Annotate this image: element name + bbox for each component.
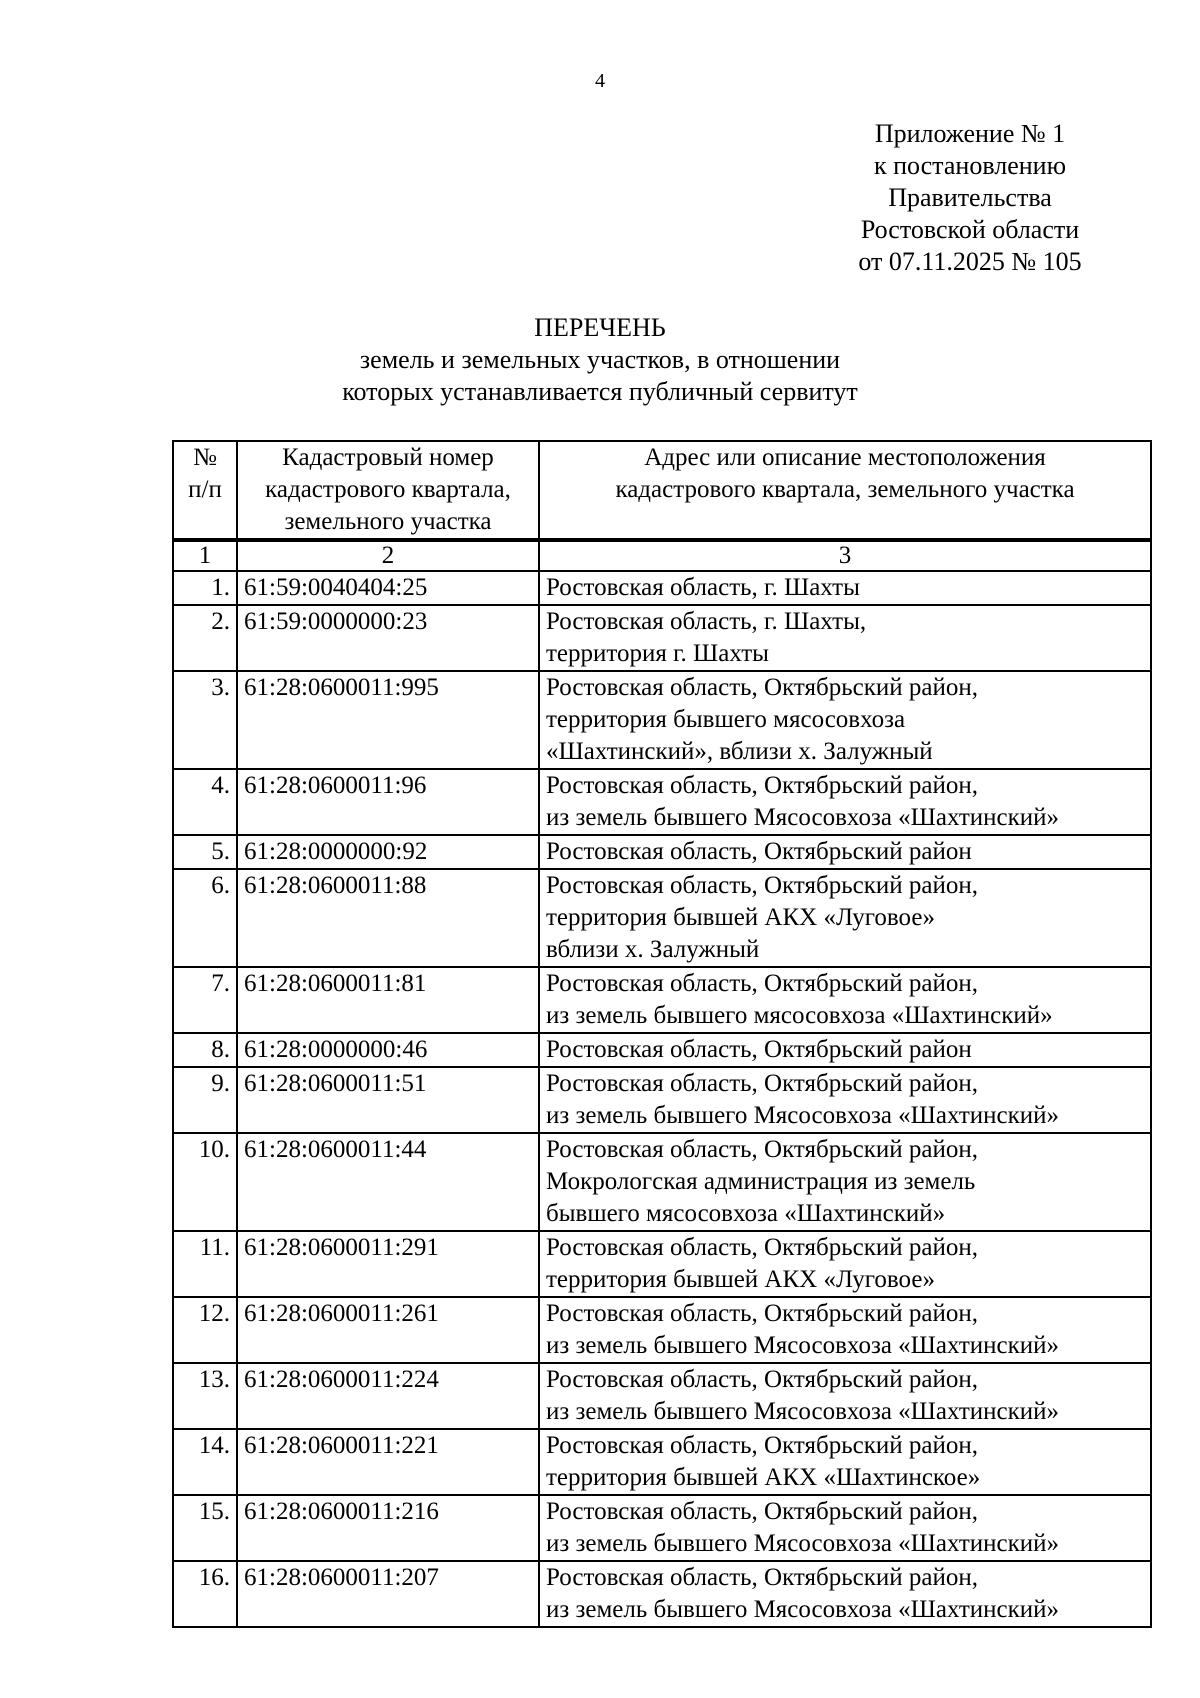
row-number: 1. [173, 571, 237, 605]
cadastral-number: 61:28:0600011:221 [237, 1429, 539, 1495]
header-line: кадастрового квартала, земельного участка [615, 476, 1075, 503]
table-row [173, 1363, 1151, 1429]
address-cell [539, 605, 1151, 671]
row-number: 12. [173, 1297, 237, 1363]
table-row [173, 605, 1151, 671]
appendix-line: Правительства [888, 183, 1052, 212]
row-number: 4. [173, 769, 237, 835]
address-cell [539, 1561, 1151, 1627]
cadastral-number: 61:28:0600011:261 [237, 1297, 539, 1363]
address-line: из земель бывшего мясосовхоза «Шахтинский» [546, 1002, 1053, 1029]
address-line: Ростовская область, Октябрьский район, [546, 1070, 978, 1097]
row-number: 14. [173, 1429, 237, 1495]
row-number: 3. [173, 671, 237, 769]
title-subtitle-line: земель и земельных участков, в отношении [359, 345, 841, 374]
table-row [173, 1495, 1151, 1561]
address-line: «Шахтинский», вблизи х. Залужный [546, 738, 933, 765]
address-line: Мокрологская администрация из земель [546, 1168, 976, 1195]
address-line: Ростовская область, г. Шахты, [546, 608, 867, 635]
header-cadastral [237, 441, 539, 540]
row-number: 5. [173, 835, 237, 869]
table-row [173, 1033, 1151, 1067]
cadastral-number: 61:28:0000000:46 [237, 1033, 539, 1067]
address-line: Ростовская область, Октябрьский район, [546, 1564, 978, 1591]
address-line: Ростовская область, Октябрьский район, [546, 1300, 978, 1327]
address-cell [539, 869, 1151, 967]
address-line: Ростовская область, Октябрьский район, [546, 1234, 978, 1261]
cadastral-number: 61:28:0600011:216 [237, 1495, 539, 1561]
address-cell [539, 1363, 1151, 1429]
column-numbering-row [173, 540, 1151, 571]
address-cell [539, 967, 1151, 1033]
address-line: территория бывшего мясосовхоза [546, 706, 906, 733]
address-line: из земель бывшего Мясосовхоза «Шахтинский» [546, 804, 1060, 831]
address-line: Ростовская область, Октябрьский район, [546, 1366, 978, 1393]
row-number: 9. [173, 1067, 237, 1133]
header-line: кадастрового квартала, [265, 476, 511, 503]
row-number: 16. [173, 1561, 237, 1627]
cadastral-number: 61:28:0600011:995 [237, 671, 539, 769]
address-line: территория бывшей АКХ «Луговое» [546, 904, 935, 931]
table-row [173, 1133, 1151, 1231]
cadastral-number: 61:28:0600011:224 [237, 1363, 539, 1429]
address-line: Ростовская область, Октябрьский район, [546, 970, 978, 997]
title-heading: ПЕРЕЧЕНЬ [534, 313, 666, 342]
address-line: из земель бывшего Мясосовхоза «Шахтинский» [546, 1332, 1060, 1359]
address-line: Ростовская область, Октябрьский район [546, 1036, 972, 1063]
cadastral-number: 61:28:0600011:44 [237, 1133, 539, 1231]
address-line: территория г. Шахты [546, 640, 769, 667]
cadastral-number: 61:28:0600011:51 [237, 1067, 539, 1133]
table-row [173, 571, 1151, 605]
address-cell [539, 671, 1151, 769]
table-row [173, 1231, 1151, 1297]
page-number: 4 [595, 70, 605, 92]
cadastral-number: 61:28:0000000:92 [237, 835, 539, 869]
table-header-row [173, 441, 1151, 540]
address-line: территория бывшей АКХ «Луговое» [546, 1266, 935, 1293]
address-line: Ростовская область, Октябрьский район, [546, 1498, 978, 1525]
address-line: Ростовская область, Октябрьский район [546, 838, 972, 865]
appendix-block [820, 118, 1120, 278]
address-cell [539, 571, 1151, 605]
table-row [173, 1561, 1151, 1627]
table-row [173, 967, 1151, 1033]
row-number: 15. [173, 1495, 237, 1561]
table-row [173, 835, 1151, 869]
address-line: из земель бывшего Мясосовхоза «Шахтинский» [546, 1596, 1060, 1623]
cadastral-number: 61:28:0600011:207 [237, 1561, 539, 1627]
table-row [173, 671, 1151, 769]
address-line: из земель бывшего Мясосовхоза «Шахтинский» [546, 1530, 1060, 1557]
appendix-line: от 07.11.2025 № 105 [858, 247, 1082, 276]
table-row [173, 769, 1151, 835]
header-line: Адрес или описание местоположения [644, 444, 1046, 471]
land-plots-table [172, 440, 1152, 1628]
address-cell [539, 1033, 1151, 1067]
table-row [173, 1067, 1151, 1133]
row-number: 2. [173, 605, 237, 671]
cadastral-number: 61:59:0000000:23 [237, 605, 539, 671]
address-cell [539, 1495, 1151, 1561]
address-line: из земель бывшего Мясосовхоза «Шахтинский» [546, 1102, 1060, 1129]
row-number: 6. [173, 869, 237, 967]
cadastral-number: 61:28:0600011:291 [237, 1231, 539, 1297]
header-address [539, 441, 1151, 540]
address-line: Ростовская область, Октябрьский район, [546, 1432, 978, 1459]
column-number: 2 [237, 540, 539, 571]
row-number: 13. [173, 1363, 237, 1429]
appendix-line: к постановлению [873, 151, 1067, 180]
address-line: вблизи х. Залужный [546, 936, 760, 963]
title-subtitle-line: которых устанавливается публичный сервитут [342, 377, 858, 406]
address-cell [539, 1231, 1151, 1297]
cadastral-number: 61:28:0600011:88 [237, 869, 539, 967]
address-cell [539, 769, 1151, 835]
address-cell [539, 835, 1151, 869]
address-cell [539, 1067, 1151, 1133]
address-line: бывшего мясосовхоза «Шахтинский» [546, 1200, 946, 1227]
address-line: территория бывшей АКХ «Шахтинское» [546, 1464, 981, 1491]
document-title [0, 312, 1200, 408]
row-number: 11. [173, 1231, 237, 1297]
table-row [173, 1429, 1151, 1495]
header-number [173, 441, 237, 540]
cadastral-number: 61:28:0600011:96 [237, 769, 539, 835]
column-number: 1 [173, 540, 237, 571]
address-cell [539, 1429, 1151, 1495]
cadastral-number: 61:28:0600011:81 [237, 967, 539, 1033]
header-line: п/п [188, 476, 222, 503]
header-line: № [193, 444, 217, 471]
address-line: Ростовская область, Октябрьский район, [546, 872, 978, 899]
appendix-line: Приложение № 1 [874, 119, 1066, 148]
address-line: Ростовская область, Октябрьский район, [546, 674, 978, 701]
row-number: 10. [173, 1133, 237, 1231]
address-line: Ростовская область, г. Шахты [546, 574, 860, 601]
address-cell [539, 1133, 1151, 1231]
appendix-line: Ростовской области [860, 215, 1080, 244]
address-line: из земель бывшего Мясосовхоза «Шахтинский» [546, 1398, 1060, 1425]
address-line: Ростовская область, Октябрьский район, [546, 1136, 978, 1163]
header-line: земельного участка [284, 508, 492, 535]
table-row [173, 1297, 1151, 1363]
address-cell [539, 1297, 1151, 1363]
header-line: Кадастровый номер [282, 444, 494, 471]
row-number: 8. [173, 1033, 237, 1067]
cadastral-number: 61:59:0040404:25 [237, 571, 539, 605]
address-line: Ростовская область, Октябрьский район, [546, 772, 978, 799]
table-row [173, 869, 1151, 967]
row-number: 7. [173, 967, 237, 1033]
column-number: 3 [539, 540, 1151, 571]
